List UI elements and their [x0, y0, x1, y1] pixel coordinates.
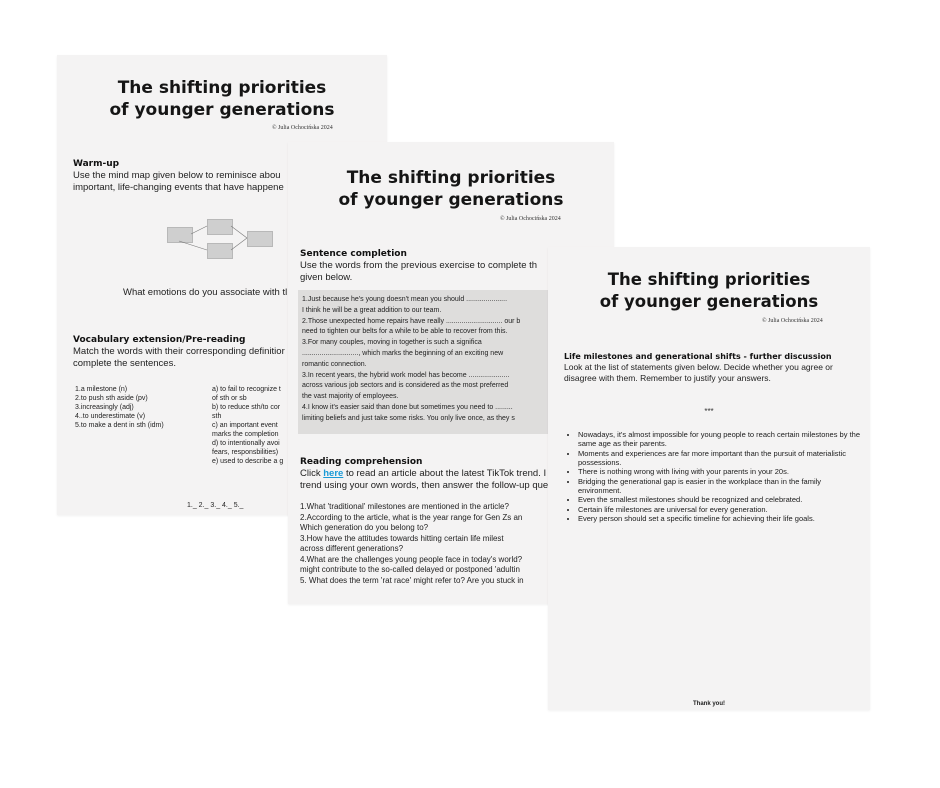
statements-list	[566, 430, 862, 524]
vocab-definition: marks the completion	[212, 431, 279, 438]
sentence-box-line: 2.Those unexpected home repairs have really ............................. our b	[302, 317, 521, 325]
sentence-box-line: ............................., which marks the beginning of an exciting new	[302, 349, 504, 357]
reading-question: 3.How have the attitudes towards hitting certain life milest	[300, 533, 504, 543]
sentence-box-line: 4.I know it's easier said than done but sometimes you need to .........	[302, 403, 513, 411]
vocab-word: 1.a milestone (n)	[75, 386, 128, 393]
vocab-word-list	[75, 385, 195, 430]
page-3-title-line-1: The shifting priorities	[607, 270, 811, 289]
vocab-word: 5.to make a dent in sth (idm)	[75, 422, 164, 429]
page-2-title	[288, 167, 614, 211]
discussion-instructions	[564, 362, 864, 383]
reading-click-text: Click	[300, 468, 321, 479]
reading-heading: Reading comprehension	[300, 457, 423, 467]
sentence-completion-heading: Sentence completion	[300, 249, 407, 259]
page-2-title-line-1: The shifting priorities	[346, 168, 556, 188]
emotions-prompt: What emotions do you associate with tl	[123, 287, 288, 298]
vocab-definition: c) an important event	[212, 422, 278, 429]
discussion-line-1: Look at the list of statements given below. Decide whether you agree or	[564, 362, 833, 372]
statement-item: • Bridging the generational gap is easier in the workplace than in the family environment.	[578, 477, 862, 495]
reading-question: might contribute to the so-called delayed or postponed 'adultin	[300, 565, 520, 574]
page-2-copyright: © Julia Ochocińska 2024	[500, 216, 561, 222]
reading-question: across different generations?	[300, 544, 404, 553]
page-3-title	[548, 269, 870, 313]
sentence-box-line: 1.Just because he's young doesn't mean you should .....................	[302, 296, 508, 303]
vocab-definition: sth	[212, 413, 222, 420]
sentence-box-line: need to tighten our belts for a while to be able to recover from this.	[302, 328, 508, 336]
page-1-title-line-2: of younger generations	[109, 100, 335, 120]
separator: ***	[704, 407, 714, 416]
vocab-definition: fears, responsbilities)	[212, 449, 279, 456]
vocab-definition: of sth or sb	[212, 395, 247, 402]
statement-item: • Even the smallest milestones should be recognized and celebrated.	[578, 495, 862, 504]
reading-line-2: trend using your own words, then answer the follow-up que	[300, 480, 549, 491]
worksheet-page-3	[548, 247, 870, 710]
vocab-word: 3.increasingly (adj)	[75, 404, 134, 411]
reading-question: 1.What 'traditional' milestones are mentioned in the article?	[300, 502, 509, 511]
page-3-copyright: © Julia Ochocińska 2024	[762, 318, 823, 324]
reading-rest-text: to read an article about the latest TikTok trend. I	[345, 468, 547, 479]
reading-question: Which generation do you belong to?	[300, 523, 429, 532]
article-link[interactable]: here	[323, 468, 344, 479]
sentence-box-line: 3.For many couples, moving in together is such a significa	[302, 339, 482, 347]
warmup-line-1: Use the mind map given below to reminisce abou	[73, 170, 281, 181]
warmup-line-2: important, life-changing events that have happene	[73, 182, 284, 193]
vocab-definition: b) to reduce sth/to cor	[212, 404, 281, 411]
sentence-box-line: across various job sectors and is considered as the most preferred	[302, 382, 509, 390]
page-3-title-line-2: of younger generations	[599, 292, 819, 311]
sentence-box-line: I think he will be a great addition to our team.	[302, 306, 442, 314]
warmup-heading: Warm-up	[73, 159, 120, 169]
vocab-line-1: Match the words with their corresponding definitior	[73, 346, 285, 357]
vocab-definition: a) to fail to recognize t	[212, 386, 281, 393]
reading-question: 2.According to the article, what is the year range for Gen Zs an	[300, 512, 523, 522]
vocab-heading: Vocabulary extension/Pre-reading	[73, 335, 246, 345]
discussion-line-2: disagree with them. Remember to justify your answers.	[564, 372, 771, 383]
reading-question: 5. What does the term 'rat race' might refer to? Are you stuck in	[300, 575, 524, 585]
thank-you: Thank you!	[692, 701, 725, 707]
vocab-line-2: complete the sentences.	[73, 358, 176, 369]
page-1-copyright: © Julia Ochocińska 2024	[272, 125, 333, 131]
discussion-heading: Life milestones and generational shifts - further discussion	[564, 352, 832, 361]
reading-question: 4.What are the challenges young people face in today's world?	[300, 554, 523, 564]
vocab-word: 2.to push sth aside (pv)	[75, 395, 148, 402]
statement-item: • Nowadays, it's almost impossible for young people to reach certain milestones by the same age as their parents.	[578, 430, 862, 448]
vocab-definition: e) used to describe a g	[212, 458, 284, 465]
sentence-box-line: the vast majority of employees.	[302, 393, 399, 401]
vocab-definition: d) to intentionally avoi	[212, 440, 280, 447]
page-2-title-line-2: of younger generations	[338, 190, 564, 210]
statement-item: • Certain life milestones are universal for every generation.	[578, 505, 862, 514]
sentence-line-2: given below.	[300, 272, 353, 283]
vocab-word: 4..to underestimate (v)	[75, 413, 146, 420]
answer-line: 1._ 2._ 3._ 4._ 5._	[187, 502, 244, 509]
statement-item: • Every person should set a specific timeline for achieving their life goals.	[578, 514, 862, 523]
sentence-line-1: Use the words from the previous exercise to complete th	[300, 260, 538, 271]
statement-item: • Moments and experiences are far more important than the pursuit of materialistic possessions.	[578, 449, 862, 467]
sentence-box-line: limiting beliefs and just take some risks. You only live once, as they s	[302, 414, 515, 422]
statement-item: • There is nothing wrong with living with your parents in your 20s.	[578, 467, 862, 476]
page-1-title-line-1: The shifting priorities	[117, 78, 327, 98]
sentence-box-line: romantic connection.	[302, 360, 367, 368]
sentence-box-line: 3.In recent years, the hybrid work model has become .....................	[302, 371, 510, 379]
